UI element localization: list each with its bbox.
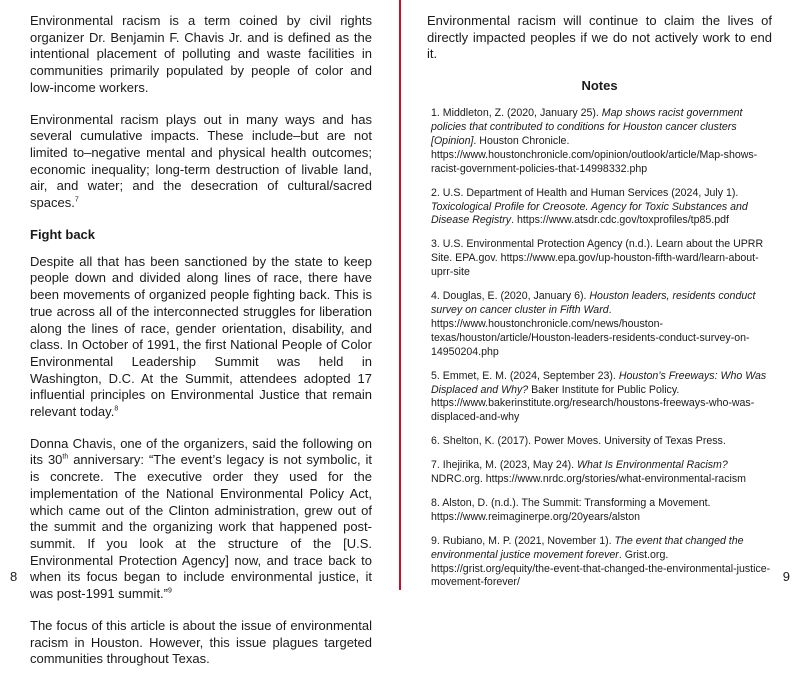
footnote-ref: 8 [114,405,119,413]
paragraph-text: Environmental racism plays out in many ways and has several cumulative impacts. These include–but are not limited to–negative mental and physical health outcomes; economic inequality; long-term destruction of livable land, air, and water; and the desecration of cultural/sacred spaces. [30,111,372,211]
note-item: 8. Alston, D. (n.d.). The Summit: Transforming a Movement. https://www.reimaginerpe.org/20years/alston [431,496,711,523]
notes-heading: Notes [581,78,618,94]
note-item: 5. Emmet, E. M. (2024, September 23). Houston’s Freeways: Who Was Displaced and Why? Baker Institute for Public Policy. https://www.bakerinstitute.org/research/houstons-freeways-who-was-displaced-and-why [431,369,767,424]
page-number-right: 9 [782,569,790,584]
paragraph-text: Donna Chavis, one of the organizers, said the following on its 30 [30,435,372,468]
note-item: 9. Rubiano, M. P. (2021, November 1). The event that changed the environmental justice movement forever. Grist.org. https://grist.org/equity/the-event-that-changed-the-environmental-justice-movement-forever/ [431,534,771,589]
paragraph-text: anniversary: “The event’s legacy is not symbolic, it is concrete. The executive order they used for the implementation of the National Environmental Policy Act, which came out of the Clinton administration, grew out of the summit and the organizing work that happened post-summit. If you look at the structure of the [U.S. Environmental Protection Agency] now, and trace back to when its focus began to include environmental justice, it was post-1991 summit.” [30,452,372,602]
footnote-ref: 7 [74,196,79,204]
paragraph-quote [30,436,372,603]
footnote-ref: 9 [168,587,172,595]
paragraph-text: Environmental racism is a term coined by civil rights organizer Dr. Benjamin F. Chavis Jr. and is defined as the intentional placement of polluting and waste facilities in communities primarily populated by people of color and low-income workers. [30,13,372,95]
ordinal-suffix: th [62,454,69,462]
paragraph-text: Environmental racism will continue to claim the lives of directly impacted peoples if we do not actively work to end it. [427,13,772,62]
notes-list [427,107,772,590]
note-item: 4. Douglas, E. (2020, January 6). Houston leaders, residents conduct survey on cancer cluster in Fifth Ward. https://www.houstonchronicle.com/news/houston-texas/houston/article/Houston-leaders-residents-conduct-survey-on-14950204.php [431,290,756,358]
paragraph-closing [427,13,772,63]
paragraph-text: Despite all that has been sanctioned by the state to keep people down and divided along lines of race, there have been movements of organized people fighting back. This is true across all of the interconnected struggles for liberation along the lines of race, gender orientation, disability, and class. In October of 1991, the first National People of Color Environmental Leadership Summit was held in Washington, D.C. At the Summit, attendees adopted 17 influential principles on Environmental Justice that remain relevant today. [30,253,372,420]
paragraph-text: The focus of this article is about the issue of environmental racism in Houston. However, this issue plagues targeted communities throughout Texas. [30,617,372,667]
section-heading: Fight back [30,226,96,242]
page-number-left: 8 [10,569,18,584]
note-item: 2. U.S. Department of Health and Human Services (2024, July 1). Toxicological Profile for Creosote. Agency for Toxic Substances and Disease Registry. https://www.atsdr.cdc.gov/toxprofiles/tp85.pdf [431,186,748,227]
right-page [427,13,772,600]
note-item: 3. U.S. Environmental Protection Agency (n.d.). Learn about the UPRR Site. EPA.gov. https://www.epa.gov/up-houston-fifth-ward/learn-about-uprr-site [431,238,764,279]
paragraph-movements [30,254,372,421]
note-item: 7. Ihejirika, M. (2023, May 24). What Is Environmental Racism? NDRC.org. https://www.nrdc.org/stories/what-environmental-racism [431,459,746,486]
paragraph-focus [30,618,372,668]
note-item: 6. Shelton, K. (2017). Power Moves. University of Texas Press. [431,435,726,448]
paragraph-impacts [30,112,372,212]
note-item: 1. Middleton, Z. (2020, January 25). Map shows racist government policies that contributed to conditions for Houston cancer clusters [Opinion]. Houston Chronicle. https://www.houstonchronicle.com/opinion/outlook/article/Map-shows-racist-government-policies-that-14998332.php [431,107,758,175]
page-divider [399,0,401,590]
left-page [30,13,372,683]
paragraph-definition [30,13,372,97]
